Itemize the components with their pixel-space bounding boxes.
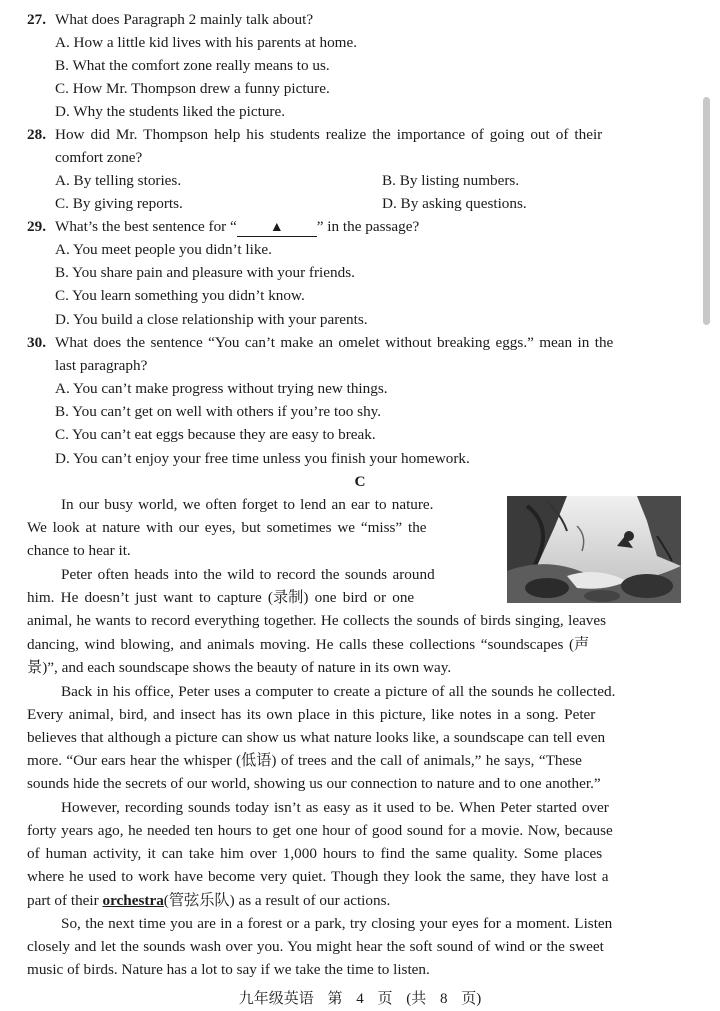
question-number: 27. xyxy=(27,11,46,28)
passage-line: However, recording sounds today isn’t as easy as it used to be. When Peter started over xyxy=(61,799,609,816)
question-text: What does the sentence “You can’t make an omelet without breaking eggs.” mean in the xyxy=(55,334,614,351)
option-29a: A. You meet people you didn’t like. xyxy=(55,241,272,258)
scrollbar[interactable] xyxy=(703,97,710,325)
option-29d: D. You build a close relationship with your parents. xyxy=(55,311,368,328)
passage-line: dancing, wind blowing, and animals moving. He calls these collections “soundscapes (声 xyxy=(27,636,590,653)
question-28 xyxy=(27,123,687,146)
passage-line: him. He doesn’t just want to capture (录制) one bird or one xyxy=(27,589,415,606)
passage-line: 景)”, and each soundscape shows the beauty of nature in its own way. xyxy=(27,659,452,676)
option-30b: B. You can’t get on well with others if you’re too shy. xyxy=(55,403,382,420)
question-30 xyxy=(27,331,687,354)
passage-line: So, the next time you are in a forest or a park, try closing your eyes for a moment. Listen xyxy=(61,915,613,932)
option-30c: C. You can’t eat eggs because they are easy to break. xyxy=(55,426,376,443)
question-29 xyxy=(27,215,687,238)
option-30a: A. You can’t make progress without trying new things. xyxy=(55,380,388,397)
forest-stream-image xyxy=(507,496,681,603)
question-27 xyxy=(27,8,687,31)
option-28d: D. By asking questions. xyxy=(382,195,527,212)
passage-line: Back in his office, Peter uses a computer to create a picture of all the sounds he collected. xyxy=(61,683,616,700)
nature-photo xyxy=(507,496,681,603)
page-footer: 九年级英语 第 4 页 (共 8 页) xyxy=(238,991,482,1007)
passage-line: In our busy world, we often forget to lend an ear to nature. xyxy=(61,496,434,513)
passage-line xyxy=(27,889,390,912)
question-text-before: What’s the best sentence for “ xyxy=(55,218,237,235)
option-29c: C. You learn something you didn’t know. xyxy=(55,287,305,304)
passage-line: of human activity, it can take him over 1,000 hours to find the same quality. Some places xyxy=(27,845,603,862)
question-text: How did Mr. Thompson help his students realize the importance of going out of their xyxy=(55,126,603,143)
passage-line: forty years ago, he needed ten hours to get one hour of good sound for a movie. Now, because xyxy=(27,822,613,839)
passage-text: part of their xyxy=(27,892,103,909)
passage-line: believes that although a picture can show us what nature looks like, a soundscape can tell even xyxy=(27,729,606,746)
question-30-continued: last paragraph? xyxy=(55,357,148,374)
option-30d: D. You can’t enjoy your free time unless you finish your homework. xyxy=(55,450,470,467)
passage-line: more. “Our ears hear the whisper (低语) of trees and the call of animals,” he says, “These xyxy=(27,752,582,769)
option-27b: B. What the comfort zone really means to us. xyxy=(55,57,330,74)
option-27a: A. How a little kid lives with his parents at home. xyxy=(55,34,358,51)
passage-text: (管弦乐队) as a result of our actions. xyxy=(163,892,391,909)
question-text-after: ” in the passage? xyxy=(316,218,420,235)
question-number: 30. xyxy=(27,334,46,351)
passage-line: closely and let the sounds wash over you. You might hear the soft sound of wind or the sweet xyxy=(27,938,604,955)
keyword-orchestra: orchestra xyxy=(102,892,164,909)
passage-line: music of birds. Nature has a lot to say if we take the time to listen. xyxy=(27,961,430,978)
passage-line: Peter often heads into the wild to record the sounds around xyxy=(61,566,435,583)
option-27c: C. How Mr. Thompson drew a funny picture. xyxy=(55,80,330,97)
option-27d: D. Why the students liked the picture. xyxy=(55,103,286,120)
passage-line: chance to hear it. xyxy=(27,542,131,559)
option-28c: C. By giving reports. xyxy=(55,195,183,212)
passage-line: where he used to work have become very quiet. Though they look the same, they have lost a xyxy=(27,868,609,885)
option-28a: A. By telling stories. xyxy=(55,172,182,189)
triangle-icon: ▲ xyxy=(269,220,284,235)
option-29b: B. You share pain and pleasure with your friends. xyxy=(55,264,355,281)
answer-blank xyxy=(237,220,317,237)
section-heading: C xyxy=(354,473,366,490)
passage-line: animal, he wants to record everything together. He collects the sounds of birds singing, leaves xyxy=(27,612,607,629)
question-text: What does Paragraph 2 mainly talk about? xyxy=(55,11,314,28)
option-28b: B. By listing numbers. xyxy=(382,172,520,189)
passage-line: sounds hide the secrets of our world, showing us our connection to nature and to one another.” xyxy=(27,775,601,792)
question-number: 28. xyxy=(27,126,46,143)
passage-line: We look at nature with our eyes, but sometimes we “miss” the xyxy=(27,519,427,536)
question-28-continued: comfort zone? xyxy=(55,149,143,166)
passage-line: Every animal, bird, and insect has its own place in this picture, like notes in a song. Peter xyxy=(27,706,596,723)
question-number: 29. xyxy=(27,218,46,235)
